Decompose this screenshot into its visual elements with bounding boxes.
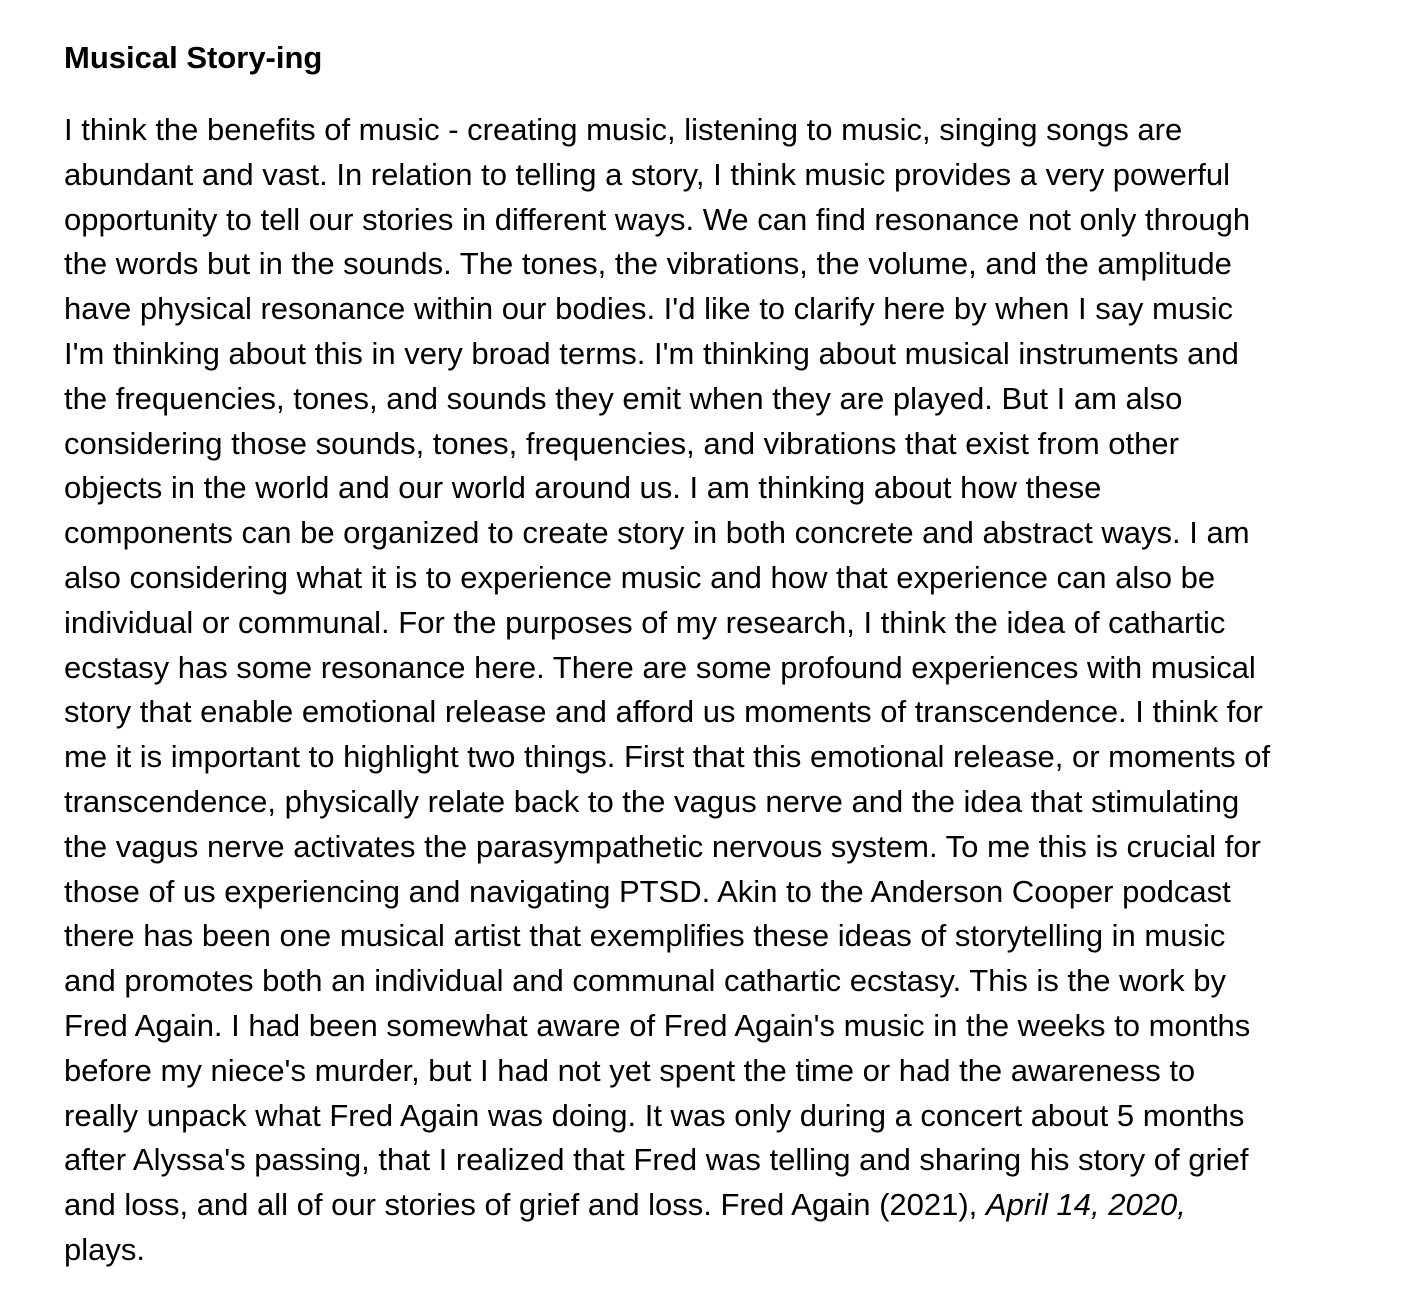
paragraph-line: I think the benefits of music - creating music, listening to music, singing songs are xyxy=(64,112,1183,147)
paragraph-line: after Alyssa's passing, that I realized that Fred was telling and sharing his story of grief xyxy=(64,1142,1249,1178)
paragraph-line: also considering what it is to experience music and how that experience can also be xyxy=(64,559,1216,595)
paragraph-line: Fred Again. I had been somewhat aware of Fred Again's music in the weeks to months xyxy=(64,1007,1251,1043)
paragraph-line: considering those sounds, tones, frequencies, and vibrations that exist from other xyxy=(64,425,1179,461)
paragraph-line: those of us experiencing and navigating PTSD. Akin to the Anderson Cooper podcast xyxy=(64,873,1231,909)
citation-text: and loss, and all of our stories of grief and loss. Fred Again (2021), xyxy=(64,1187,986,1223)
paragraph-line: individual or communal. For the purposes of my research, I think the idea of cathartic xyxy=(64,604,1226,640)
paragraph-line: the vagus nerve activates the parasympathetic nervous system. To me this is crucial for xyxy=(64,828,1261,864)
paragraph-line: me it is important to highlight two things. First that this emotional release, or moments of xyxy=(64,739,1271,775)
citation-title: April 14, 2020, xyxy=(985,1187,1186,1223)
paragraph-line: story that enable emotional release and afford us moments of transcendence. I think for xyxy=(64,694,1263,730)
paragraph-line: objects in the world and our world around us. I am thinking about how these xyxy=(64,470,1102,506)
paragraph-line: the frequencies, tones, and sounds they emit when they are played. But I am also xyxy=(64,380,1183,416)
document-page xyxy=(64,38,1382,1273)
paragraph-line: plays. xyxy=(64,1231,145,1267)
paragraph-line: I'm thinking about this in very broad terms. I'm thinking about musical instruments and xyxy=(64,335,1239,371)
paragraph-line: have physical resonance within our bodies. I'd like to clarify here by when I say music xyxy=(64,291,1233,327)
paragraph-line: the words but in the sounds. The tones, the vibrations, the volume, and the amplitude xyxy=(64,246,1232,282)
paragraph-line: abundant and vast. In relation to telling a story, I think music provides a very powerful xyxy=(64,156,1230,192)
paragraph-line: components can be organized to create story in both concrete and abstract ways. I am xyxy=(64,515,1250,551)
paragraph-line: transcendence, physically relate back to the vagus nerve and the idea that stimulating xyxy=(64,783,1240,819)
paragraph-line: opportunity to tell our stories in different ways. We can find resonance not only through xyxy=(64,201,1251,237)
paragraph-line: before my niece's murder, but I had not yet spent the time or had the awareness to xyxy=(64,1052,1196,1088)
paragraph-line: really unpack what Fred Again was doing. It was only during a concert about 5 months xyxy=(64,1097,1245,1133)
paragraph-line: and promotes both an individual and communal cathartic ecstasy. This is the work by xyxy=(64,963,1226,999)
section-heading: Musical Story-ing xyxy=(64,40,323,75)
body-paragraph xyxy=(64,108,1382,1273)
paragraph-line: there has been one musical artist that exemplifies these ideas of storytelling in music xyxy=(64,918,1226,954)
paragraph-line xyxy=(64,1183,1382,1228)
paragraph-line: ecstasy has some resonance here. There are some profound experiences with musical xyxy=(64,649,1256,685)
